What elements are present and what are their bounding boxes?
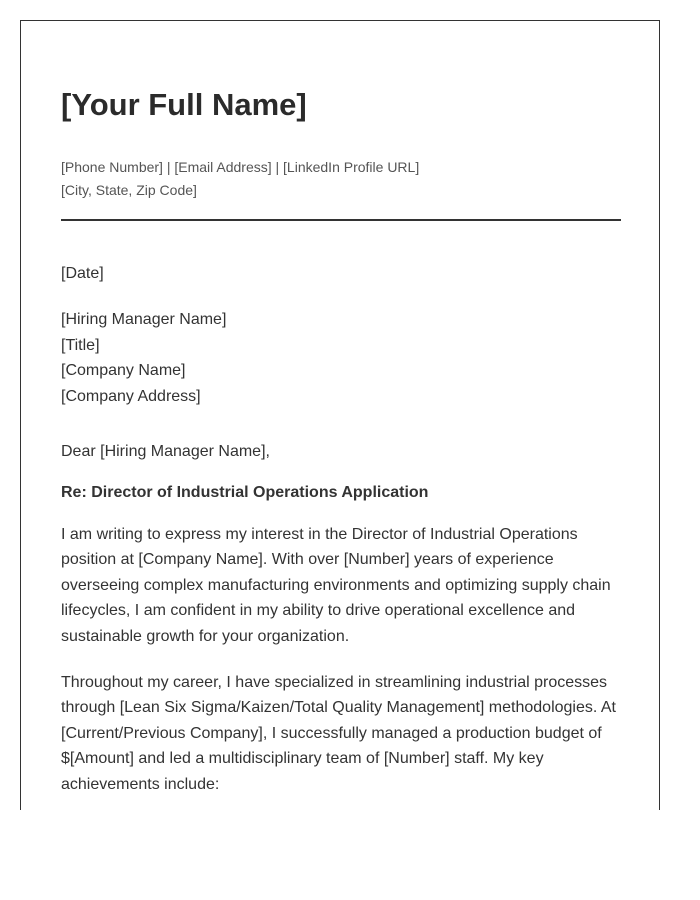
contact-info (61, 156, 419, 202)
paragraph-experience: Throughout my career, I have specialized in streamlining industrial processes through [Lean Six Sigma/Kaizen/Total Quality Management] methodologies. At [Current/Previous Company], I successfully managed a production budget of $[Amount] and led a multidisciplinary team of [Number] staff. My key achievements include: (61, 673, 616, 793)
recipient-title: [Title] (61, 336, 100, 354)
recipient-manager: [Hiring Manager Name] (61, 311, 227, 328)
letter-date: [Date] (61, 265, 104, 282)
header-divider (61, 219, 621, 221)
letter-page (20, 20, 660, 810)
salutation: Dear [Hiring Manager Name], (61, 443, 270, 461)
recipient-address: [Company Address] (61, 387, 201, 405)
recipient-block (61, 307, 621, 409)
subject-line: Re: Director of Industrial Operations Application (61, 483, 429, 501)
contact-line-2: [City, State, Zip Code] (61, 182, 197, 198)
letter-body (61, 261, 621, 798)
paragraph-intro: I am writing to express my interest in the Director of Industrial Operations position at [Company Name]. With over [Number] years of experience overseeing complex manufacturing environments and optimizing supply chain lifecycles, I am confident in my ability to drive operational excellence and sustainable growth for your organization. (61, 525, 611, 645)
recipient-company: [Company Name] (61, 362, 186, 380)
applicant-name: [Your Full Name] (61, 87, 307, 122)
contact-line-1: [Phone Number] | [Email Address] | [LinkedIn Profile URL] (61, 159, 420, 175)
